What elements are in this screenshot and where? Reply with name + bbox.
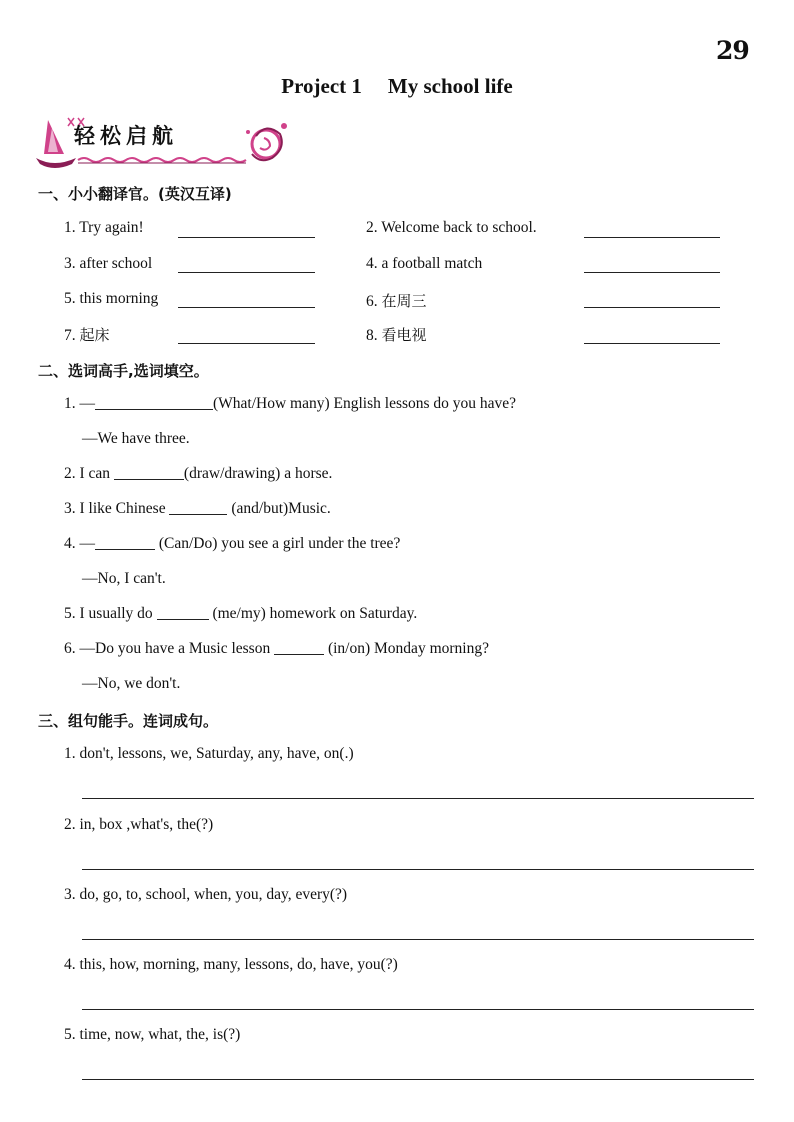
section1-item-3: 3. after school (64, 255, 153, 272)
fill-blank-5[interactable] (157, 605, 209, 620)
sentence-answer-line-2[interactable] (82, 869, 754, 870)
section2-answer-4: —No, I can't. (82, 570, 166, 587)
section2-answer-6: —No, we don't. (82, 675, 181, 692)
project-label: Project 1 (281, 74, 362, 98)
banner-title: 轻松启航 (74, 124, 178, 148)
answer-blank-7[interactable] (178, 343, 315, 344)
page-number: 29 (716, 36, 749, 65)
section1-heading: 一、小小翻译官。(英汉互译) (38, 185, 232, 203)
section1-item-8: 8. 看电视 (366, 326, 427, 344)
section2-question-2: 2. I can (draw/drawing) a horse. (64, 465, 333, 482)
section2-heading: 二、选词高手,选词填空。 (38, 362, 209, 380)
section2-question-6: 6. —Do you have a Music lesson (in/on) Monday morning? (64, 640, 489, 657)
section1-item-4: 4. a football match (366, 255, 483, 272)
answer-blank-1[interactable] (178, 237, 315, 238)
fill-blank-2[interactable] (114, 465, 184, 480)
answer-blank-2[interactable] (584, 237, 720, 238)
answer-blank-8[interactable] (584, 343, 720, 344)
sentence-answer-line-5[interactable] (82, 1079, 754, 1080)
answer-blank-3[interactable] (178, 272, 315, 273)
fill-blank-1[interactable] (95, 395, 213, 410)
answer-blank-6[interactable] (584, 307, 720, 308)
sentence-answer-line-4[interactable] (82, 1009, 754, 1010)
section3-item-4: 4. this, how, morning, many, lessons, do, have, you(?) (64, 956, 398, 973)
section1-item-6: 6. 在周三 (366, 292, 427, 310)
section2-question-3: 3. I like Chinese (and/but)Music. (64, 500, 331, 517)
page-title (0, 74, 794, 99)
section3-item-2: 2. in, box ,what's, the(?) (64, 816, 214, 833)
section3-item-1: 1. don't, lessons, we, Saturday, any, have, on(.) (64, 745, 354, 762)
fill-blank-3[interactable] (169, 500, 227, 515)
section1-item-1: 1. Try again! (64, 219, 144, 236)
section2-question-5: 5. I usually do (me/my) homework on Saturday. (64, 605, 418, 622)
answer-blank-5[interactable] (178, 307, 315, 308)
section1-item-2: 2. Welcome back to school. (366, 219, 537, 236)
section1-item-5: 5. this morning (64, 290, 159, 307)
sentence-answer-line-1[interactable] (82, 798, 754, 799)
fill-blank-4[interactable] (95, 535, 155, 550)
section2-answer-1: —We have three. (82, 430, 190, 447)
section2-question-1: 1. — (What/How many) English lessons do you have? (64, 395, 517, 412)
section3-item-3: 3. do, go, to, school, when, you, day, every(?) (64, 886, 348, 903)
section2-question-4: 4. — (Can/Do) you see a girl under the tree? (64, 535, 401, 552)
section3-heading: 三、组句能手。连词成句。 (38, 712, 219, 730)
answer-blank-4[interactable] (584, 272, 720, 273)
sentence-answer-line-3[interactable] (82, 939, 754, 940)
project-name: My school life (387, 74, 513, 98)
section1-item-7: 7. 起床 (64, 326, 110, 344)
fill-blank-6[interactable] (274, 640, 324, 655)
section3-item-5: 5. time, now, what, the, is(?) (64, 1026, 241, 1043)
